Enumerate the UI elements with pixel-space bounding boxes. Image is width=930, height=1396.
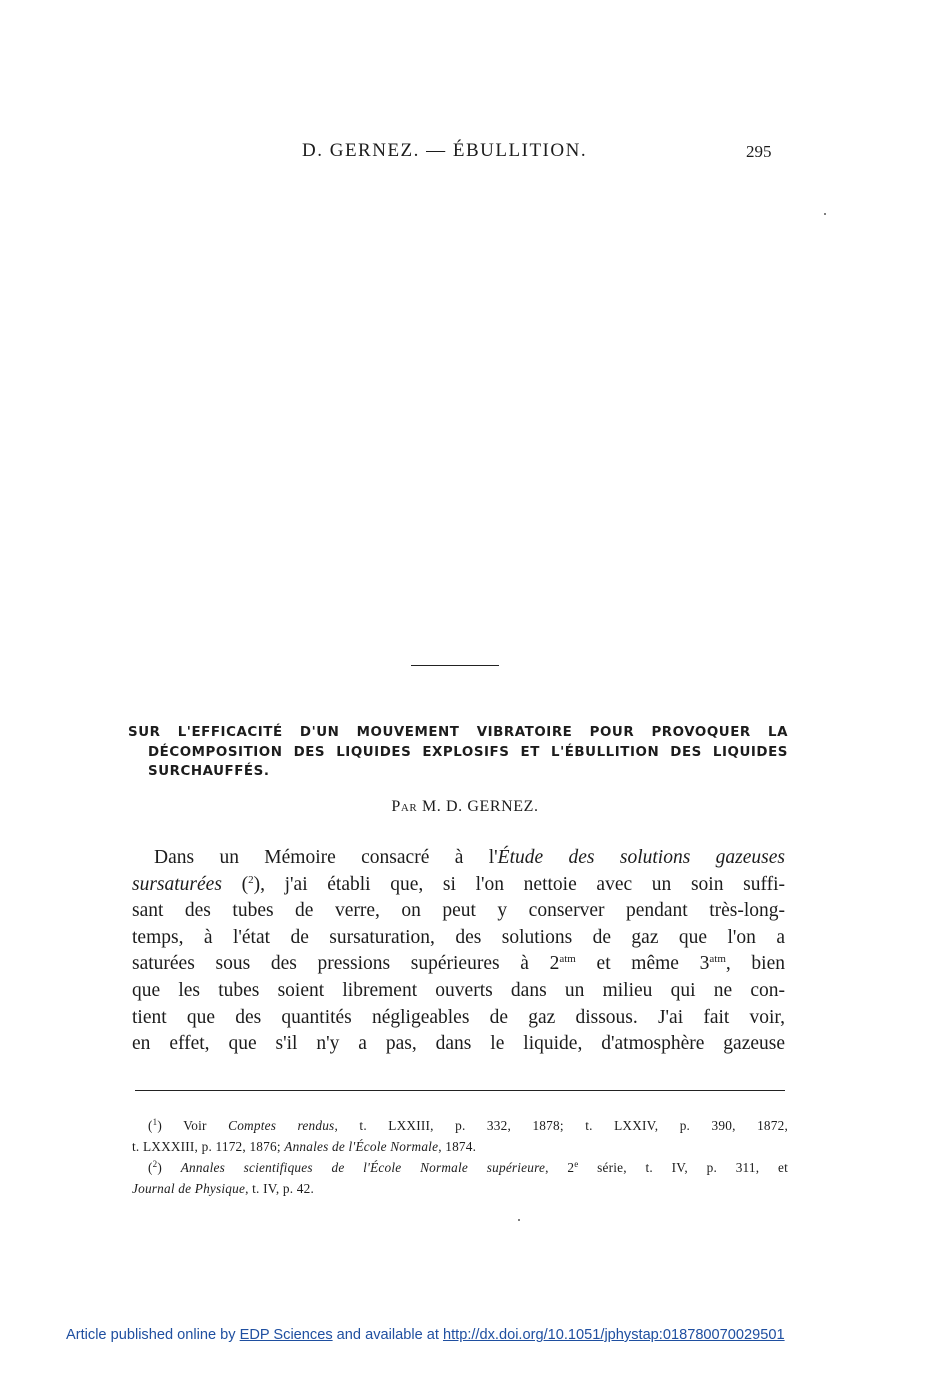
- body-line: [132, 872, 785, 899]
- body-line: tient que des quantités négligeables de gaz dissous. J'ai fait voir,: [132, 1006, 785, 1028]
- body-paragraph: [132, 845, 785, 1058]
- publisher-footer: [66, 1327, 785, 1343]
- body-line: [132, 951, 785, 978]
- footnote-line: [132, 1178, 788, 1199]
- body-italic-run: sursaturées: [132, 873, 222, 895]
- body-text-run: ), j'ai établi que, si l'on nettoie avec un soin suffi-: [253, 873, 785, 895]
- byline-prefix: Par: [391, 798, 418, 815]
- footer-prefix: Article published online by: [66, 1327, 240, 1343]
- article-title-line: SUR L'EFFICACITÉ D'UN MOUVEMENT VIBRATOIRE POUR PROVOQUER LA: [128, 725, 788, 740]
- article-title-line: SURCHAUFFÉS.: [148, 764, 270, 780]
- section-divider: [411, 665, 499, 666]
- unit-superscript: atm: [709, 953, 726, 966]
- footnote-text-run: t. LXXXIII, p. 1172, 1876;: [132, 1139, 285, 1154]
- footnote-line: ($^2$) Annales scientifiques de l'École Normale supérieure, 2e série, t. IV, p. 311, et: [148, 1159, 789, 1175]
- body-text-run: , bien: [725, 953, 786, 975]
- footnote-italic-run: Annales de l'École Normale: [284, 1139, 439, 1154]
- footnote-italic-run: Journal de Physique: [132, 1181, 246, 1196]
- footnote-text-run: Voir: [161, 1118, 229, 1133]
- footnote-text-run: , 2: [545, 1160, 575, 1175]
- scan-speck: [824, 213, 826, 215]
- running-head: [0, 140, 930, 164]
- byline: [0, 798, 930, 816]
- footnote-text-run: [162, 1160, 181, 1175]
- byline-author: M. D. GERNEZ.: [421, 798, 539, 815]
- footnote-text-run: , t. LXXIII, p. 332, 1878; t. LXXIV, p. 390, 1872,: [334, 1118, 788, 1133]
- footnote-line: [132, 1136, 788, 1157]
- footnote-ref: 2: [248, 873, 254, 886]
- body-line: [132, 845, 785, 872]
- footnote-italic-run: Comptes rendus: [228, 1118, 335, 1133]
- body-text-run: saturées sous des pressions supérieures à 2: [132, 953, 560, 975]
- body-line: sant des tubes de verre, on peut y conserver pendant très-long-: [132, 900, 785, 922]
- scan-speck: [518, 1219, 520, 1221]
- publisher-link[interactable]: EDP Sciences: [239, 1327, 333, 1343]
- footnote-text-run: , t. IV, p. 42.: [245, 1181, 314, 1196]
- footnote-marker: 2: [152, 1159, 158, 1169]
- ordinal-superscript: e: [574, 1159, 579, 1169]
- article-title: [128, 723, 788, 782]
- footnote-marker: 1: [152, 1117, 158, 1127]
- footnote-italic-run: Annales scientifiques de l'École Normale supérieure: [180, 1160, 546, 1175]
- footer-middle: and available at: [332, 1327, 443, 1343]
- footnote-rule: [135, 1090, 785, 1091]
- footnote-line: ($^1$) Voir Comptes rendus, t. LXXIII, p. 332, 1878; t. LXXIV, p. 390, 1872,: [148, 1117, 788, 1133]
- body-line: temps, à l'état de sursaturation, des solutions de gaz que l'on a: [132, 926, 785, 948]
- footnote-text-run: , 1874.: [438, 1139, 477, 1154]
- footnotes: [132, 1115, 788, 1199]
- body-text-run: et même 3: [575, 953, 710, 975]
- body-italic-run: Étude des solutions gazeuses: [497, 847, 786, 868]
- doi-link[interactable]: http://dx.doi.org/10.1051/jphystap:018780070029501: [442, 1327, 785, 1343]
- body-line: que les tubes soient librement ouverts dans un milieu qui ne con-: [132, 979, 785, 1001]
- body-text-run: Dans un Mémoire consacré à l': [154, 847, 498, 868]
- body-line: en effet, que s'il n'y a pas, dans le liquide, d'atmosphère gazeuse: [132, 1033, 785, 1055]
- running-title: D. GERNEZ. — ÉBULLITION.: [302, 140, 588, 161]
- footnote-text-run: série, t. IV, p. 311, et: [578, 1160, 789, 1175]
- unit-superscript: atm: [559, 953, 576, 966]
- page-number: 295: [746, 142, 772, 161]
- article-title-line: DÉCOMPOSITION DES LIQUIDES EXPLOSIFS ET L'ÉBULLITION DES LIQUIDES: [148, 744, 788, 760]
- body-text-run: (: [221, 873, 249, 895]
